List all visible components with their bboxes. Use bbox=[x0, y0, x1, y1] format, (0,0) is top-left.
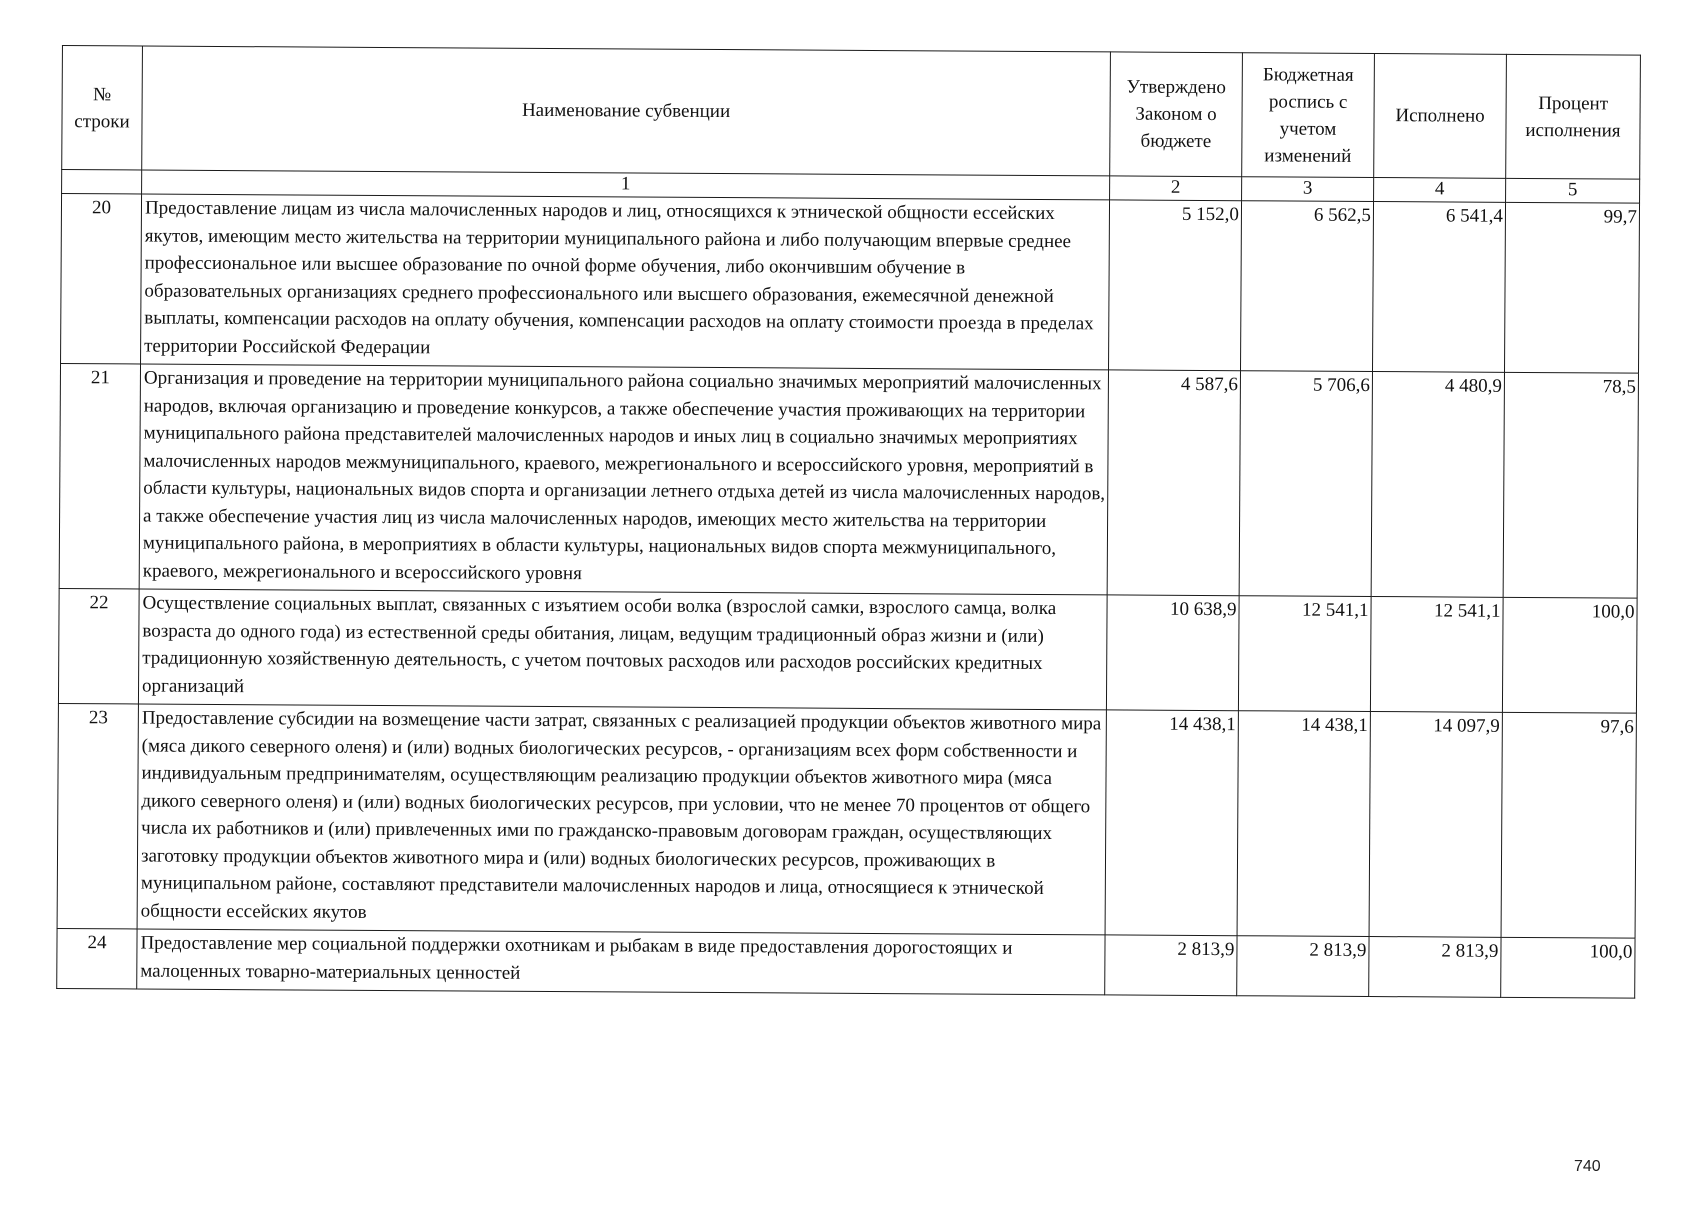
header-executed: Исполнено bbox=[1374, 54, 1507, 179]
row-number: 21 bbox=[59, 364, 140, 589]
percent-value: 97,6 bbox=[1501, 712, 1636, 938]
table-header-row bbox=[62, 46, 1641, 180]
budget-schedule-value: 6 562,5 bbox=[1241, 201, 1374, 372]
subvention-name: Организация и проведение на территории муниципального района социально значимых мероприятий малочисленных народов, включая организацию и проведение конкурсов, а также обеспечение участия проживающих на территории муниципального района представителей малочисленных народов и иных лиц в социально значимых мероприятиях малочисленных народов межмуниципального, краевого, межрегионального и всероссийского уровня, мероприятий в области культуры, национальных видов спорта и организации летнего отдыха детей из числа малочисленных народов, а также обеспечение участия лиц из числа малочисленных народов, имеющих место жительства на территории муниципального района, в мероприятиях в области культуры, национальных видов спорта межмуниципального, краевого, межрегионального и всероссийского уровня bbox=[139, 364, 1108, 595]
approved-value: 10 638,9 bbox=[1106, 595, 1239, 711]
subvention-name: Предоставление лицам из числа малочисленных народов и лиц, относящихся к этнической общности ессейских якутов, имеющим место жительства на территории муниципального района и либо получающим впервые среднее профессиональное или высшее образование по очной форме обучения, либо окончившим обучение в образовательных организациях среднего профессионального или высшего образования, ежемесячной денежной выплаты, компенсации расходов на оплату обучения, компенсации расходов на оплату стоимости проезда в пределах территории Российской Федерации bbox=[141, 194, 1110, 370]
executed-value: 4 480,9 bbox=[1371, 372, 1504, 598]
percent-value: 100,0 bbox=[1501, 937, 1635, 998]
table-row bbox=[57, 704, 1636, 939]
table-row bbox=[61, 194, 1640, 374]
approved-value: 14 438,1 bbox=[1105, 710, 1238, 936]
budget-schedule-value: 2 813,9 bbox=[1237, 936, 1369, 997]
row-number: 23 bbox=[57, 704, 138, 929]
row-number: 22 bbox=[58, 589, 139, 704]
executed-value: 12 541,1 bbox=[1370, 597, 1503, 713]
header-percent: Процент исполнения bbox=[1506, 54, 1641, 179]
row-number: 24 bbox=[57, 928, 137, 988]
table-row bbox=[59, 364, 1638, 599]
subvention-name: Предоставление мер социальной поддержки охотникам и рыбакам в виде предоставления дорогостоящих и малоценных товарно-материальных ценностей bbox=[137, 929, 1105, 995]
subvention-name: Предоставление субсидии на возмещение части затрат, связанных с реализацией продукции объектов животного мира (мяса дикого северного оленя) и (или) водных биологических ресурсов, - организациям всех форм собственности и индивидуальным предпринимателям, осуществляющим реализацию продукции объектов животного мира (мяса дикого северного оленя) и (или) водных биологических ресурсов, при условии, что не менее 70 процентов от общего числа их работников и (или) привлеченных ими по гражданско-правовым договорам граждан, осуществляющих заготовку продукции объектов животного мира и (или) водных биологических ресурсов, проживающих в муниципальном районе, составляют представители малочисленных народов и лица, относящиеся к этнической общности ессейских якутов bbox=[137, 704, 1106, 935]
header-budget-schedule: Бюджетная роспись с учетом изменений bbox=[1242, 53, 1375, 178]
row-number: 20 bbox=[61, 194, 142, 364]
percent-value: 78,5 bbox=[1503, 372, 1638, 598]
executed-value: 2 813,9 bbox=[1369, 937, 1501, 998]
header-approved: Утверждено Законом о бюджете bbox=[1110, 52, 1243, 177]
executed-value: 6 541,4 bbox=[1372, 202, 1505, 373]
table-row bbox=[57, 928, 1635, 998]
subvention-name: Осуществление социальных выплат, связанных с изъятием особи волка (взрослой самки, взрослого самца, волка возраста до одного года) из естественной среды обитания, лицам, ведущим традиционный образ жизни и (или) традиционную хозяйственную деятельность, с учетом почтовых расходов или расходов российских кредитных организаций bbox=[138, 589, 1107, 710]
column-number: 4 bbox=[1374, 178, 1506, 203]
header-row-no: № строки bbox=[62, 46, 143, 170]
table-row bbox=[58, 589, 1637, 714]
page-number: 740 bbox=[1574, 1158, 1601, 1175]
executed-value: 14 097,9 bbox=[1369, 712, 1502, 938]
subventions-table bbox=[56, 45, 1641, 999]
column-number: 3 bbox=[1242, 177, 1374, 202]
percent-value: 100,0 bbox=[1502, 597, 1637, 713]
header-name: Наименование субвенции bbox=[142, 46, 1111, 176]
budget-schedule-value: 5 706,6 bbox=[1239, 371, 1372, 597]
percent-value: 99,7 bbox=[1504, 202, 1639, 373]
column-number: 5 bbox=[1506, 178, 1640, 203]
budget-schedule-value: 14 438,1 bbox=[1237, 711, 1370, 937]
approved-value: 2 813,9 bbox=[1105, 935, 1237, 996]
column-number: 2 bbox=[1110, 176, 1242, 201]
column-number: 1 bbox=[142, 170, 1110, 200]
approved-value: 4 587,6 bbox=[1107, 370, 1240, 596]
approved-value: 5 152,0 bbox=[1109, 200, 1242, 371]
column-number-empty bbox=[62, 170, 142, 194]
budget-schedule-value: 12 541,1 bbox=[1238, 596, 1371, 712]
